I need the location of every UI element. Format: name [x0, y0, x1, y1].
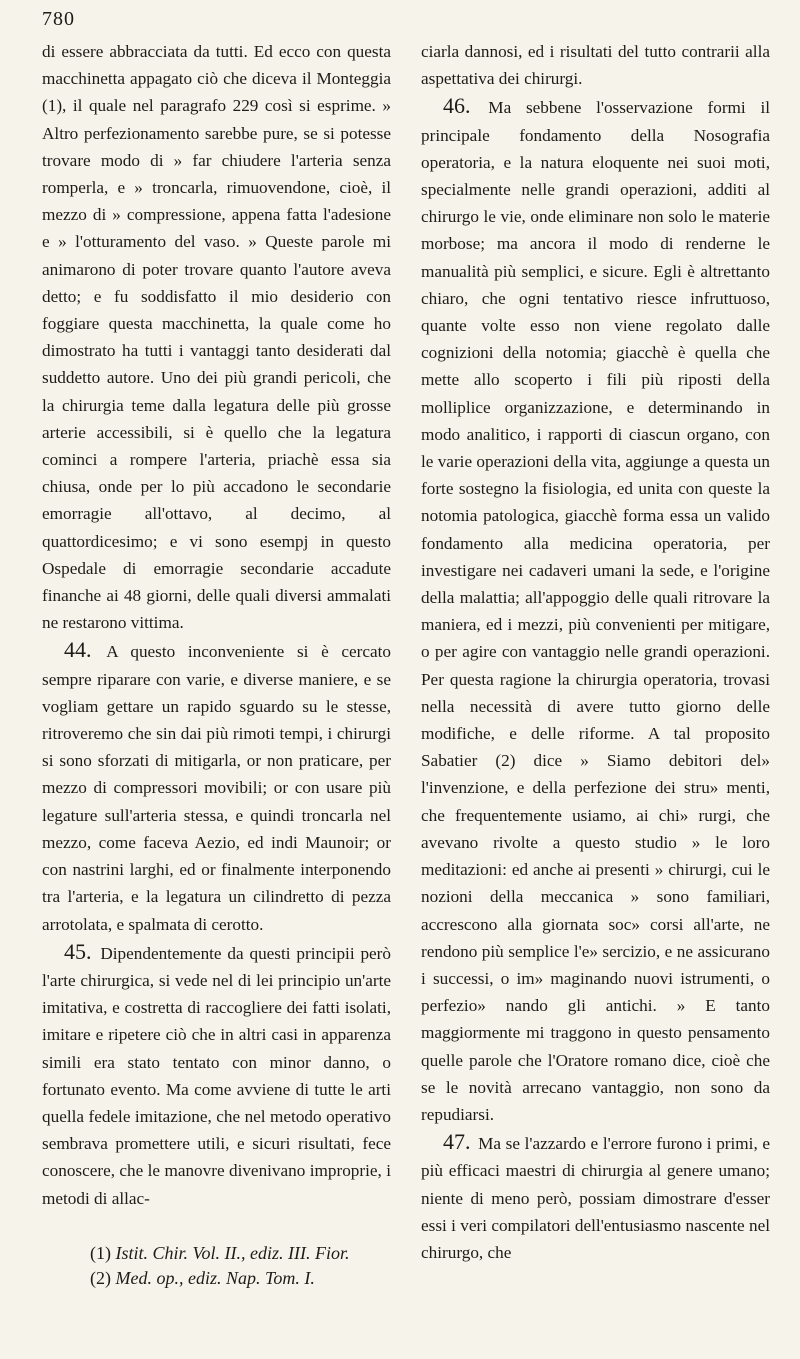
paragraph-text: Ma sebbene l'osservazione formi il principale fondamento della Nosografia operatoria, e la natura eloquente nei suoi moti, specialmente nelle grandi operazioni, additi al chirurgo le vie, onde eliminare non solo le materie morbose; ma ancora il modo di renderne le manualità più semplici, e sicure. Egli è altrettanto chiaro, che ogni tentativo riesce infruttuoso, quante volte esso non viene regolato dalle cognizioni della notomia; giacchè è quella che mette allo scoperto i fili più riposti della molliplice organizzazione, e determinando in modo analitico, i rapporti di ciascun organo, con le varie operazioni della vita, aggiunge a questa un forte sostegno la fisiologia, ed unita con queste la notomia patologica, giacchè forma essa un valido fondamento alla medicina operatoria, per investigare nei cadaveri umani la sede, e l'origine della malattia; all'appoggio delle quali ritrovare la maniera, ed i mezzi, più convenienti per mitigare, o per agire con vantaggio nelle grandi operazioni. Per questa ragione la chirurgia operatoria, trovasi nella necessità di avere tutto giorno delle modifiche, e delle riforme. A tal proposito Sabatier (2) dice » Siamo debitori del» l'invenzione, e della perfezione dei stru» menti, che frequentemente usiamo, ai chi» rurgi, che avevano rivolte a questo studio » le loro meditazioni: ed anche ai presenti » chirurgi, cui le nozioni della meccanica » sono familiari, accrescono alla giornata soc» corsi all'arte, ne rendono più semplice l'e» sercizio, e ne assicurano i successi, o im» maginando nuovi istrumenti, o perfezio» nando gli antichi. » E tanto maggiormente mi traggono in questo pensamento quelle parole che l'Oratore romano dice, cioè che se le novità arrecano vantaggio, non sono da repudiarsi.: [421, 98, 771, 1124]
footnotes: [90, 1241, 770, 1291]
paragraph-text: A questo inconveniente si è cercato sempre riparare con varie, e diverse maniere, e se vogliam gettare un rapido sguardo su le stesse, ritroveremo che sin dai più rimoti tempi, i chirurgi si sono sforzati di mitigarla, or non praticare, per mezzo di compressori movibili; or con usare più legature sull'arteria stessa, e quindi troncarla nel mezzo, come faceva Aezio, ed indi Maunoir; or con nastrini larghi, ed or finalmente interponendo tra l'arteria, e la legatura un cilindretto di pezza arrotolata, e spalmata di cerotto.: [42, 642, 391, 934]
paragraph-continuation: ciarla dannosi, ed i risultati del tutto contrarii alla aspettativa dei chirurgi.: [421, 42, 770, 89]
paragraph-text: Ma se l'azzardo e l'errore furono i primi, e più efficaci maestri di chirurgia al genere umano; niente di meno però, possiam dimostrare d'esser essi i veri compilatori dell'entusiasmo nascente nel chirurgo, che: [421, 1134, 771, 1262]
footnote-1: [90, 1241, 770, 1266]
paragraph-number: 44.: [64, 637, 92, 663]
paragraph-46: [421, 92, 770, 1128]
paragraph-text: Dipendentemente da questi principii però l'arte chirurgica, si vede nel di lei principio un'arte imitativa, e costretta di raccogliere dei fatti isolati, imitare e ripetere ciò che in altri casi in apparenza simili era stato tentato con minor danno, o fortunato evento. Ma come avviene di tutte le arti quella fedele imitazione, che nel metodo operativo sembrava promettere utili, e sicuri risultati, fece conoscere, che le manovre divenivano improprie, i metodi di allac-: [42, 943, 391, 1208]
paragraph-number: 46.: [443, 93, 471, 119]
paragraph-45: [42, 938, 391, 1212]
footnote-2: [90, 1266, 770, 1291]
footnote-text: Istit. Chir. Vol. II., ediz. III. Fior.: [115, 1243, 350, 1263]
paragraph-number: 45.: [64, 938, 92, 964]
paragraph-44: [42, 636, 391, 937]
left-column: [42, 38, 391, 1212]
footnote-marker: (1): [90, 1243, 111, 1263]
right-column: [421, 38, 770, 1266]
footnote-text: Med. op., ediz. Nap. Tom. I.: [115, 1268, 315, 1288]
paragraph-number: 47.: [443, 1129, 471, 1155]
footnote-marker: (2): [90, 1268, 111, 1288]
page-number: 780: [42, 8, 75, 30]
paragraph-continuation: di essere abbracciata da tutti. Ed ecco con questa macchinetta appagato ciò che diceva il Monteggia (1), il quale nel paragrafo 229 così si esprime. » Altro perfezionamento sarebbe pure, se si potesse trovare modo di » far chiudere l'arteria senza romperla, e » troncarla, rimuovendone, cioè, il mezzo di » compressione, appena fatta l'adesione e » l'otturamento del vaso. » Queste parole mi animarono di poter trovare quanto l'autore aveva detto; e fu soddisfatto il mio desiderio con foggiare questa macchinetta, la quale come ho dimostrato ha tutti i vantaggi tanto desiderati dal suddetto autore. Uno dei più grandi pericoli, che la chirurgia teme dalla legatura delle più grosse arterie accessibili, si è quello che la legatura cominci a rompere l'arteria, priachè essa sia chiusa, onde per lo più accadono le secondarie emorragie all'ottavo, al decimo, al quattordicesimo; e vi sono esempj in questo Ospedale di emorragie secondarie accadute finanche ai 48 giorni, delle quali diversi ammalati ne restarono vittima.: [42, 42, 391, 633]
